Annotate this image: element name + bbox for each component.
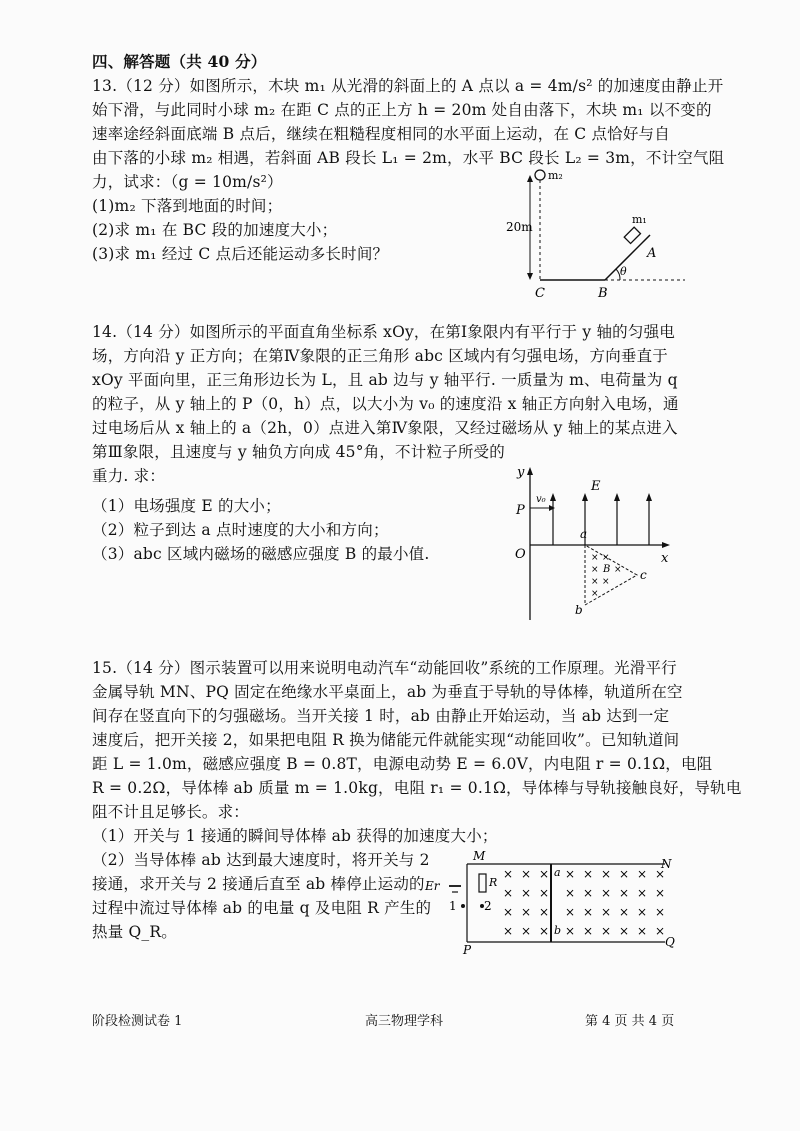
label-x: x [661, 551, 669, 566]
e-field-arrow [550, 493, 556, 501]
q13-line: 13.（12 分）如图所示，木块 m₁ 从光滑的斜面上的 A 点以 a = 4m/s² 的加速度由静止开 [92, 77, 724, 95]
q13-line: 始下滑，与此同时小球 m₂ 在距 C 点的正上方 h = 20m 处自由落下，木块 m₁ 以不变的 [92, 101, 712, 119]
label-v0: v₀ [536, 494, 546, 505]
label-P: P [463, 943, 472, 957]
field-symbol: × [655, 924, 666, 938]
field-symbol: × [619, 905, 630, 919]
label-b: b [575, 603, 583, 617]
field-symbol: × [655, 867, 666, 881]
label-a: a [554, 866, 561, 879]
field-symbol: × [637, 905, 648, 919]
label-B: B [598, 286, 608, 301]
field-symbol: × [637, 867, 648, 881]
field-symbol: × [601, 924, 612, 938]
q15-line: 间存在竖直向下的匀强磁场。当开关接 1 时，ab 由静止开始运动，当 ab 达到一定 [92, 707, 670, 725]
q14-line: （1）电场强度 E 的大小； [92, 497, 281, 515]
label-1: 1 [449, 899, 457, 913]
field-symbol: × [614, 565, 622, 575]
q14-line: 场，方向沿 y 正方向；在第Ⅳ象限的正三角形 abc 区域内有匀强电场，方向垂直于 [92, 347, 668, 365]
field-symbol: × [539, 905, 550, 919]
label-N: N [661, 857, 672, 871]
field-symbol: × [521, 867, 532, 881]
footer-center: 高三物理学科 [365, 1014, 444, 1029]
footer-left: 阶段检测试卷 1 [92, 1014, 183, 1029]
field-symbol: × [601, 886, 612, 900]
label-theta: θ [620, 265, 627, 278]
label-C: C [535, 286, 545, 301]
field-symbol: × [637, 886, 648, 900]
q13-figure [506, 165, 690, 301]
resistor-R [479, 874, 486, 892]
field-symbol: × [619, 924, 630, 938]
q15-line: 接通，求开关与 2 接通后直至 ab 棒停止运动的 [92, 875, 425, 893]
field-symbol: × [583, 924, 594, 938]
q15-line: （2）当导体棒 ab 达到最大速度时，将开关与 2 [92, 851, 430, 869]
field-symbol: × [591, 577, 599, 587]
q15-line: 速度后，把开关接 2，如果把电阻 R 换为储能元件就能实现“动能回收”。已知轨道间 [92, 731, 680, 749]
label-m2: m₂ [548, 169, 563, 182]
label-Er: Er [425, 879, 440, 893]
field-symbol: × [503, 924, 514, 938]
switch-terminal [461, 904, 465, 908]
field-symbol: × [583, 886, 594, 900]
field-symbol: × [521, 924, 532, 938]
magnetic-field-grid [503, 867, 665, 938]
field-symbol: × [591, 553, 599, 563]
ball-m2 [535, 170, 545, 180]
q13-line: (3)求 m₁ 经过 C 点后还能运动多长时间？ [92, 245, 389, 263]
q15-line: （1）开关与 1 接通的瞬间导体棒 ab 获得的加速度大小； [92, 827, 498, 845]
field-symbol: × [591, 565, 599, 575]
arrow-bottom [527, 273, 533, 280]
label-2: 2 [484, 899, 492, 913]
q14-line: 重力. 求： [92, 467, 166, 485]
field-symbol: × [583, 905, 594, 919]
field-symbol: × [602, 553, 610, 563]
field-symbol: × [521, 905, 532, 919]
field-symbol: × [637, 924, 648, 938]
field-symbol: × [565, 886, 576, 900]
arrow-top [527, 175, 533, 182]
label-Q: Q [665, 935, 675, 949]
q15-line: 金属导轨 MN、PQ 固定在绝缘水平桌面上，ab 为垂直于导轨的导体棒，轨道所在空 [92, 683, 683, 701]
label-P: P [516, 503, 525, 518]
field-symbol: × [601, 905, 612, 919]
q13-line: (1)m₂ 下落到地面的时间； [92, 197, 283, 215]
q15-figure [425, 846, 680, 956]
label-M: M [473, 849, 486, 863]
q15-line: 15.（14 分）图示装置可以用来说明电动汽车“动能回收”系统的工作原理。光滑平行 [92, 659, 677, 677]
label-y: y [517, 465, 525, 480]
field-symbol: × [591, 589, 599, 599]
e-field-arrow [614, 493, 620, 501]
footer-right: 第 4 页 共 4 页 [585, 1014, 675, 1029]
label-c: c [640, 568, 647, 582]
y-axis-arrow [527, 467, 533, 475]
field-symbol: × [539, 867, 550, 881]
q14-line: 第Ⅲ象限，且速度与 y 轴负方向成 45°角，不计粒子所受的 [92, 443, 505, 461]
field-symbol: × [503, 867, 514, 881]
label-E: E [591, 479, 601, 494]
e-field-arrow [646, 493, 652, 501]
label-a: a [580, 527, 588, 541]
field-symbol: × [602, 577, 610, 587]
q14-line: （2）粒子到达 a 点时速度的大小和方向； [92, 521, 389, 539]
field-symbol: × [655, 905, 666, 919]
q14-line: 14.（14 分）如图所示的平面直角坐标系 xOy，在第Ⅰ象限内有平行于 y 轴的匀强电 [92, 323, 675, 341]
label-B: B [603, 564, 611, 575]
q15-line: 阻不计且足够长。求： [92, 803, 250, 821]
q14-figure [505, 462, 680, 622]
label-b: b [554, 924, 562, 937]
field-symbol: × [521, 886, 532, 900]
q14-line: 的粒子，从 y 轴上的 P（0，h）点，以大小为 v₀ 的速度沿 x 轴正方向射入电场，通 [92, 395, 679, 413]
label-A: A [647, 246, 657, 261]
field-symbol: × [565, 924, 576, 938]
field-symbol: × [503, 905, 514, 919]
field-symbol: × [565, 905, 576, 919]
v0-arrowhead [549, 505, 555, 511]
label-O: O [515, 547, 526, 562]
label-height: 20m [506, 220, 533, 234]
q13-line: (2)求 m₁ 在 BC 段的加速度大小； [92, 221, 338, 239]
block-m1 [624, 227, 640, 243]
q15-line: 热量 Q_R。 [92, 923, 177, 941]
field-symbol: × [619, 867, 630, 881]
field-symbol: × [583, 867, 594, 881]
q15-line: R = 0.2Ω，导体棒 ab 质量 m = 1.0kg，电阻 r₁ = 0.1Ω，导体棒与导轨接触良好，导轨电 [92, 779, 742, 797]
field-symbol: × [619, 886, 630, 900]
q13-line: 速率途经斜面底端 B 点后，继续在粗糙程度相同的水平面上运动，在 C 点恰好与自 [92, 125, 670, 143]
x-axis-arrow [662, 542, 670, 548]
field-symbol: × [565, 867, 576, 881]
q13-line: 力，试求：（g = 10m/s²） [92, 173, 283, 191]
field-symbol: × [655, 886, 666, 900]
q13-line: 由下落的小球 m₂ 相遇，若斜面 AB 段长 L₁ = 2m，水平 BC 段长 L₂ = 3m，不计空气阻 [92, 149, 725, 167]
label-m1: m₁ [632, 213, 647, 226]
field-symbol: × [503, 886, 514, 900]
section-title: 四、解答题（共 40 分） [92, 52, 267, 71]
incline [605, 235, 650, 280]
q15-line: 距 L = 1.0m，磁感应强度 B = 0.8T，电源电动势 E = 6.0V，内电阻 r = 0.1Ω，电阻 [92, 755, 713, 773]
q14-line: xOy 平面向里，正三角形边长为 L，且 ab 边与 y 轴平行. 一质量为 m、电荷量为 q [92, 371, 678, 389]
q14-line: 过电场后从 x 轴上的 a（2h，0）点进入第Ⅳ象限，又经过磁场从 y 轴上的某点进入 [92, 419, 678, 437]
e-field-arrow [582, 493, 588, 501]
label-R: R [489, 876, 498, 889]
field-symbol: × [539, 924, 550, 938]
field-symbol: × [539, 886, 550, 900]
q15-line: 过程中流过导体棒 ab 的电量 q 及电阻 R 产生的 [92, 899, 432, 917]
q14-line: （3）abc 区域内磁场的磁感应强度 B 的最小值. [92, 545, 430, 563]
field-symbol: × [601, 867, 612, 881]
